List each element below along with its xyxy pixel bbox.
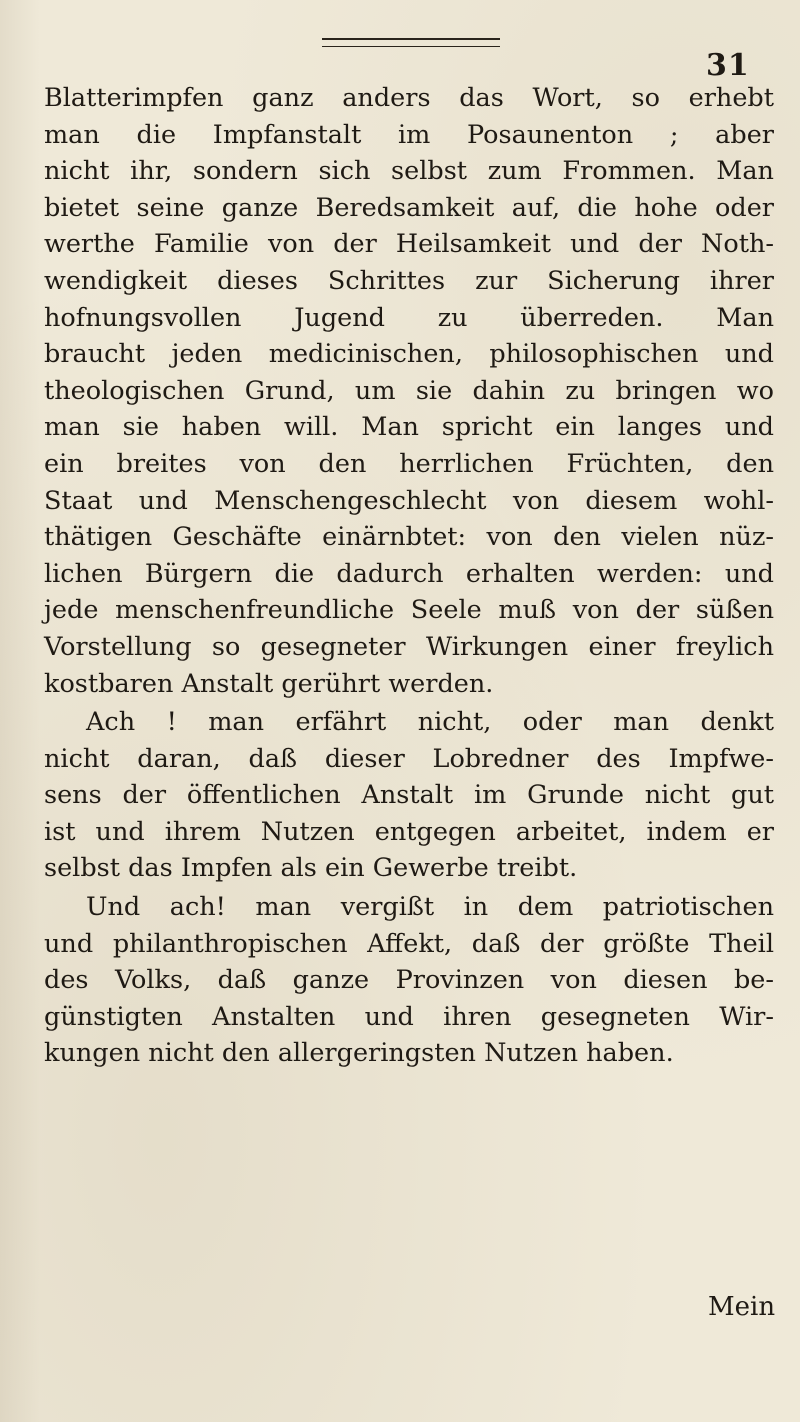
text-line: lichen Bürgern die dadurch erhalten werden: und: [44, 558, 774, 589]
text-line: wendigkeit dieses Schrittes zur Sicherung ihrer: [44, 265, 774, 296]
paragraph-1: [44, 80, 774, 702]
text-line: Blatterimpfen ganz anders das Wort, so erhebt: [44, 83, 774, 113]
text-line: Ach ! man erfährt nicht, oder man denkt: [86, 707, 774, 738]
header-rule: [322, 38, 500, 47]
text-line: theologischen Grund, um sie dahin zu bringen wo: [44, 375, 774, 406]
text-line: Und ach! man vergißt in dem patriotischen: [86, 892, 774, 923]
text-line: kungen nicht den allergeringsten Nutzen haben.: [44, 1038, 674, 1069]
text-line: ist und ihrem Nutzen entgegen arbeitet, indem er: [44, 816, 774, 847]
text-line: man sie haben will. Man spricht ein langes und: [44, 412, 774, 443]
text-line: Staat und Menschengeschlecht von diesem wohl-: [44, 485, 774, 516]
text-line: Vorstellung so gesegneter Wirkungen einer freylich: [44, 631, 774, 662]
text-line: des Volks, daß ganze Provinzen von diesen be-: [44, 965, 774, 996]
text-line: nicht ihr, sondern sich selbst zum Frommen. Man: [44, 156, 774, 187]
paragraph-2: [44, 704, 774, 887]
text-line: thätigen Geschäfte einärnbtet: von den vielen nüz-: [44, 522, 774, 553]
text-line: werthe Familie von der Heilsamkeit und der Noth-: [44, 229, 774, 260]
text-line: günstigten Anstalten und ihren gesegneten Wir-: [44, 1001, 774, 1032]
text-line: ein breites von den herrlichen Früchten, den: [44, 448, 774, 479]
text-line: man die Impfanstalt im Posaunenton ; aber: [44, 119, 774, 150]
catchword: Mein: [708, 1292, 776, 1322]
text-line: nicht daran, daß dieser Lobredner des Impfwe-: [44, 743, 774, 774]
text-line: und philanthropischen Affekt, daß der größte Theil: [44, 928, 774, 959]
text-line: hofnungsvollen Jugend zu überreden. Man: [44, 302, 774, 333]
text-line: kostbaren Anstalt gerührt werden.: [44, 668, 494, 699]
page-number: 31: [706, 48, 750, 83]
text-line: braucht jeden medicinischen, philosophischen und: [44, 339, 774, 370]
text-line: selbst das Impfen als ein Gewerbe treibt.: [44, 853, 578, 884]
paragraph-3: [44, 889, 774, 1072]
body-text: [44, 80, 774, 1072]
text-line: sens der öffentlichen Anstalt im Grunde nicht gut: [44, 780, 774, 811]
text-line: bietet seine ganze Beredsamkeit auf, die hohe oder: [44, 192, 774, 223]
text-line: jede menschenfreundliche Seele muß von der süßen: [44, 595, 774, 626]
